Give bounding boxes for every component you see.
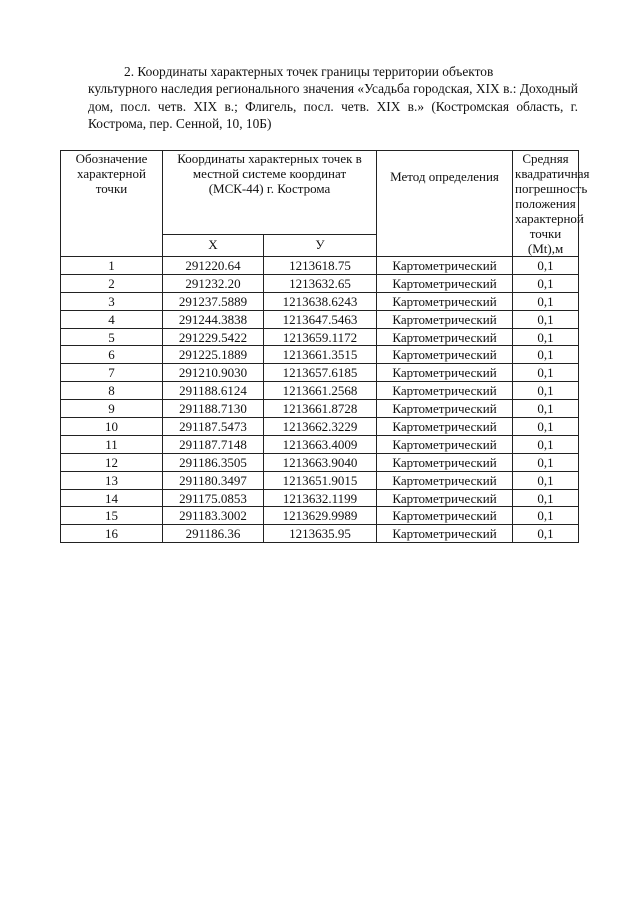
y-coordinate-cell: 1213657.6185 bbox=[264, 364, 377, 382]
heading-line-3: XIX в.: Доходный дом, посл. четв. XIX в.; Флигель, посл. четв. XIX в.» bbox=[88, 81, 578, 114]
x-coordinate-cell: 291175.0853 bbox=[163, 489, 264, 507]
y-coordinate-cell: 1213632.1199 bbox=[264, 489, 377, 507]
table-row bbox=[61, 400, 579, 418]
x-coordinate-cell: 291180.3497 bbox=[163, 471, 264, 489]
point-number-cell: 9 bbox=[61, 400, 163, 418]
header-point-designation: Обозначение характерной точки bbox=[61, 151, 163, 257]
error-cell: 0,1 bbox=[513, 328, 579, 346]
point-number-cell: 2 bbox=[61, 274, 163, 292]
method-cell: Картометрический bbox=[377, 525, 513, 543]
header-coordinates: Координаты характерных точек в местной системе координат (МСК-44) г. Кострома bbox=[163, 151, 377, 235]
method-cell: Картометрический bbox=[377, 292, 513, 310]
table-row bbox=[61, 364, 579, 382]
table-body bbox=[61, 257, 579, 543]
table-row bbox=[61, 328, 579, 346]
error-cell: 0,1 bbox=[513, 507, 579, 525]
point-number-cell: 3 bbox=[61, 292, 163, 310]
x-coordinate-cell: 291237.5889 bbox=[163, 292, 264, 310]
y-coordinate-cell: 1213629.9989 bbox=[264, 507, 377, 525]
method-cell: Картометрический bbox=[377, 382, 513, 400]
method-cell: Картометрический bbox=[377, 400, 513, 418]
x-coordinate-cell: 291225.1889 bbox=[163, 346, 264, 364]
x-coordinate-cell: 291187.7148 bbox=[163, 435, 264, 453]
method-cell: Картометрический bbox=[377, 471, 513, 489]
y-coordinate-cell: 1213647.5463 bbox=[264, 310, 377, 328]
table-row bbox=[61, 471, 579, 489]
header-y: У bbox=[264, 235, 377, 257]
y-coordinate-cell: 1213618.75 bbox=[264, 257, 377, 275]
method-cell: Картометрический bbox=[377, 435, 513, 453]
point-number-cell: 6 bbox=[61, 346, 163, 364]
table-row bbox=[61, 310, 579, 328]
error-cell: 0,1 bbox=[513, 435, 579, 453]
point-number-cell: 15 bbox=[61, 507, 163, 525]
error-cell: 0,1 bbox=[513, 310, 579, 328]
error-cell: 0,1 bbox=[513, 418, 579, 436]
y-coordinate-cell: 1213651.9015 bbox=[264, 471, 377, 489]
error-cell: 0,1 bbox=[513, 364, 579, 382]
error-cell: 0,1 bbox=[513, 382, 579, 400]
method-cell: Картометрический bbox=[377, 310, 513, 328]
method-cell: Картометрический bbox=[377, 453, 513, 471]
error-cell: 0,1 bbox=[513, 489, 579, 507]
point-number-cell: 10 bbox=[61, 418, 163, 436]
x-coordinate-cell: 291188.6124 bbox=[163, 382, 264, 400]
table-row bbox=[61, 382, 579, 400]
table-row bbox=[61, 257, 579, 275]
x-coordinate-cell: 291244.3838 bbox=[163, 310, 264, 328]
table-row bbox=[61, 274, 579, 292]
x-coordinate-cell: 291188.7130 bbox=[163, 400, 264, 418]
method-cell: Картометрический bbox=[377, 274, 513, 292]
method-cell: Картометрический bbox=[377, 489, 513, 507]
point-number-cell: 11 bbox=[61, 435, 163, 453]
y-coordinate-cell: 1213659.1172 bbox=[264, 328, 377, 346]
x-coordinate-cell: 291210.9030 bbox=[163, 364, 264, 382]
y-coordinate-cell: 1213661.2568 bbox=[264, 382, 377, 400]
table-row bbox=[61, 418, 579, 436]
y-coordinate-cell: 1213663.4009 bbox=[264, 435, 377, 453]
table-row bbox=[61, 507, 579, 525]
method-cell: Картометрический bbox=[377, 507, 513, 525]
heading-line-4: (Костромская область, г. Кострома, пер. Сенной, 10, 10Б) bbox=[88, 98, 578, 132]
table-row bbox=[61, 489, 579, 507]
point-number-cell: 7 bbox=[61, 364, 163, 382]
header-method: Метод определения bbox=[377, 151, 513, 257]
error-cell: 0,1 bbox=[513, 274, 579, 292]
method-cell: Картометрический bbox=[377, 346, 513, 364]
point-number-cell: 4 bbox=[61, 310, 163, 328]
point-number-cell: 8 bbox=[61, 382, 163, 400]
document-heading bbox=[88, 63, 578, 133]
error-cell: 0,1 bbox=[513, 346, 579, 364]
x-coordinate-cell: 291186.36 bbox=[163, 525, 264, 543]
y-coordinate-cell: 1213635.95 bbox=[264, 525, 377, 543]
method-cell: Картометрический bbox=[377, 418, 513, 436]
point-number-cell: 16 bbox=[61, 525, 163, 543]
error-cell: 0,1 bbox=[513, 400, 579, 418]
table-row bbox=[61, 346, 579, 364]
y-coordinate-cell: 1213661.3515 bbox=[264, 346, 377, 364]
point-number-cell: 1 bbox=[61, 257, 163, 275]
heading-line-1: 2. Координаты характерных точек границы территории объектов bbox=[124, 64, 494, 79]
error-cell: 0,1 bbox=[513, 525, 579, 543]
error-cell: 0,1 bbox=[513, 257, 579, 275]
heading-line-2: культурного наследия регионального значения «Усадьба городская, bbox=[88, 81, 473, 97]
header-mean-square-error: Средняя квадратичная погрешность положения характерной точки (Mt),м bbox=[513, 151, 579, 257]
point-number-cell: 14 bbox=[61, 489, 163, 507]
y-coordinate-cell: 1213638.6243 bbox=[264, 292, 377, 310]
table-row bbox=[61, 435, 579, 453]
y-coordinate-cell: 1213663.9040 bbox=[264, 453, 377, 471]
method-cell: Картометрический bbox=[377, 257, 513, 275]
method-cell: Картометрический bbox=[377, 328, 513, 346]
x-coordinate-cell: 291183.3002 bbox=[163, 507, 264, 525]
x-coordinate-cell: 291220.64 bbox=[163, 257, 264, 275]
point-number-cell: 12 bbox=[61, 453, 163, 471]
y-coordinate-cell: 1213632.65 bbox=[264, 274, 377, 292]
error-cell: 0,1 bbox=[513, 453, 579, 471]
table-row bbox=[61, 292, 579, 310]
table-row bbox=[61, 525, 579, 543]
x-coordinate-cell: 291232.20 bbox=[163, 274, 264, 292]
coordinates-table bbox=[60, 150, 590, 543]
y-coordinate-cell: 1213662.3229 bbox=[264, 418, 377, 436]
error-cell: 0,1 bbox=[513, 471, 579, 489]
x-coordinate-cell: 291186.3505 bbox=[163, 453, 264, 471]
x-coordinate-cell: 291187.5473 bbox=[163, 418, 264, 436]
error-cell: 0,1 bbox=[513, 292, 579, 310]
y-coordinate-cell: 1213661.8728 bbox=[264, 400, 377, 418]
table-row bbox=[61, 453, 579, 471]
header-x: Х bbox=[163, 235, 264, 257]
point-number-cell: 13 bbox=[61, 471, 163, 489]
x-coordinate-cell: 291229.5422 bbox=[163, 328, 264, 346]
method-cell: Картометрический bbox=[377, 364, 513, 382]
point-number-cell: 5 bbox=[61, 328, 163, 346]
